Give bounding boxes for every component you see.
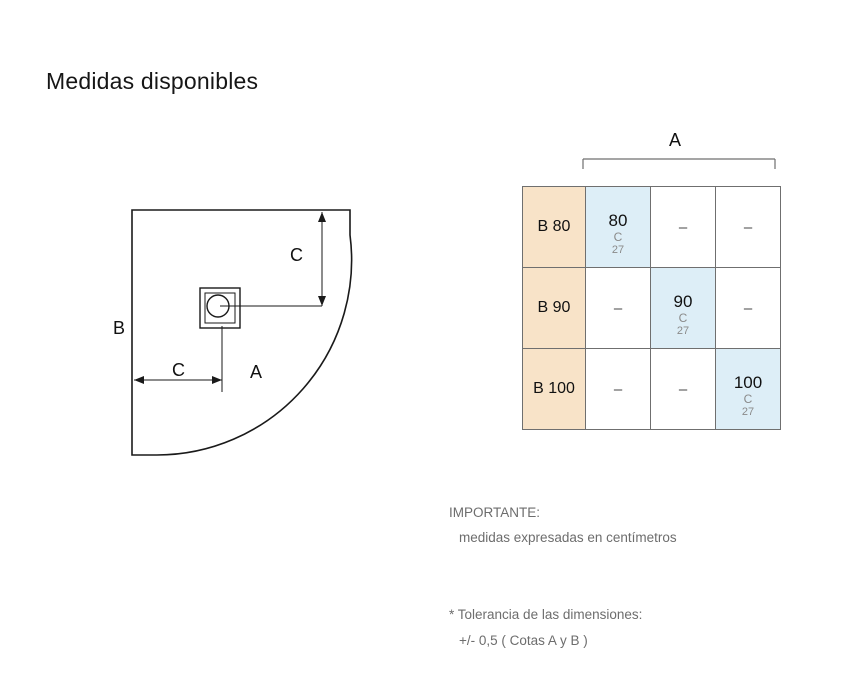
row-header: B 80 [523,187,586,268]
matrix-cell [651,268,716,349]
drawing-label-c-horizontal: C [172,360,185,380]
table-row [523,268,781,349]
note-important-label: IMPORTANTE: [449,504,541,520]
cell-sub [716,393,780,419]
matrix-cell [716,349,781,430]
drawing-label-a: A [250,362,263,382]
note-tolerance-label: * Tolerancia de las dimensiones: [449,607,643,623]
drain-square-outer [200,288,240,328]
dim-c-horizontal-arrow-right [212,376,222,384]
dim-c-horizontal-arrow-left [134,376,144,384]
cell-value: 100 [733,372,763,392]
drain-square-inner [205,293,235,323]
cell-sub [586,231,650,257]
drawing-label-b: B [113,318,126,338]
matrix-cell [716,187,781,268]
matrix-cell [716,268,781,349]
cell-value: – [613,299,623,317]
matrix-cell [586,349,651,430]
drawing-svg [100,180,430,480]
cell-value: 90 [673,291,693,311]
cell-value: – [678,380,688,398]
cell-sub-letter: C [678,310,688,325]
cell-sub [651,312,715,338]
page-title: Medidas disponibles [46,68,259,94]
note-tolerance [434,577,834,679]
note-important-text: medidas expresadas en centímetros [459,530,677,546]
cell-value: – [743,299,753,317]
cell-sub-letter: C [613,229,623,244]
table-column-group-label: A [669,130,682,150]
matrix-cell [586,187,651,268]
dim-c-vertical-arrow-top [318,212,326,222]
cell-sub-letter: C [743,391,753,406]
column-group-bracket [582,158,776,170]
cell-value: 80 [608,210,628,230]
dim-c-vertical-arrow-bottom [318,296,326,306]
cell-value: – [613,380,623,398]
note-tolerance-text: +/- 0,5 ( Cotas A y B ) [459,632,588,648]
note-important [434,474,834,577]
tray-outline [132,210,352,455]
row-header: B 100 [523,349,586,430]
cell-sub-value: 27 [741,406,755,419]
cell-value: – [678,218,688,236]
shower-tray-drawing [100,180,430,480]
cell-value: – [743,218,753,236]
notes-block [434,474,834,679]
measurements-table [522,186,781,430]
matrix-cell [586,268,651,349]
cell-sub-value: 27 [676,325,690,338]
drawing-label-c-vertical: C [290,245,303,265]
row-header: B 90 [523,268,586,349]
matrix-cell [651,187,716,268]
table-row [523,349,781,430]
matrix-cell [651,349,716,430]
cell-sub-value: 27 [611,244,625,257]
table-row [523,187,781,268]
